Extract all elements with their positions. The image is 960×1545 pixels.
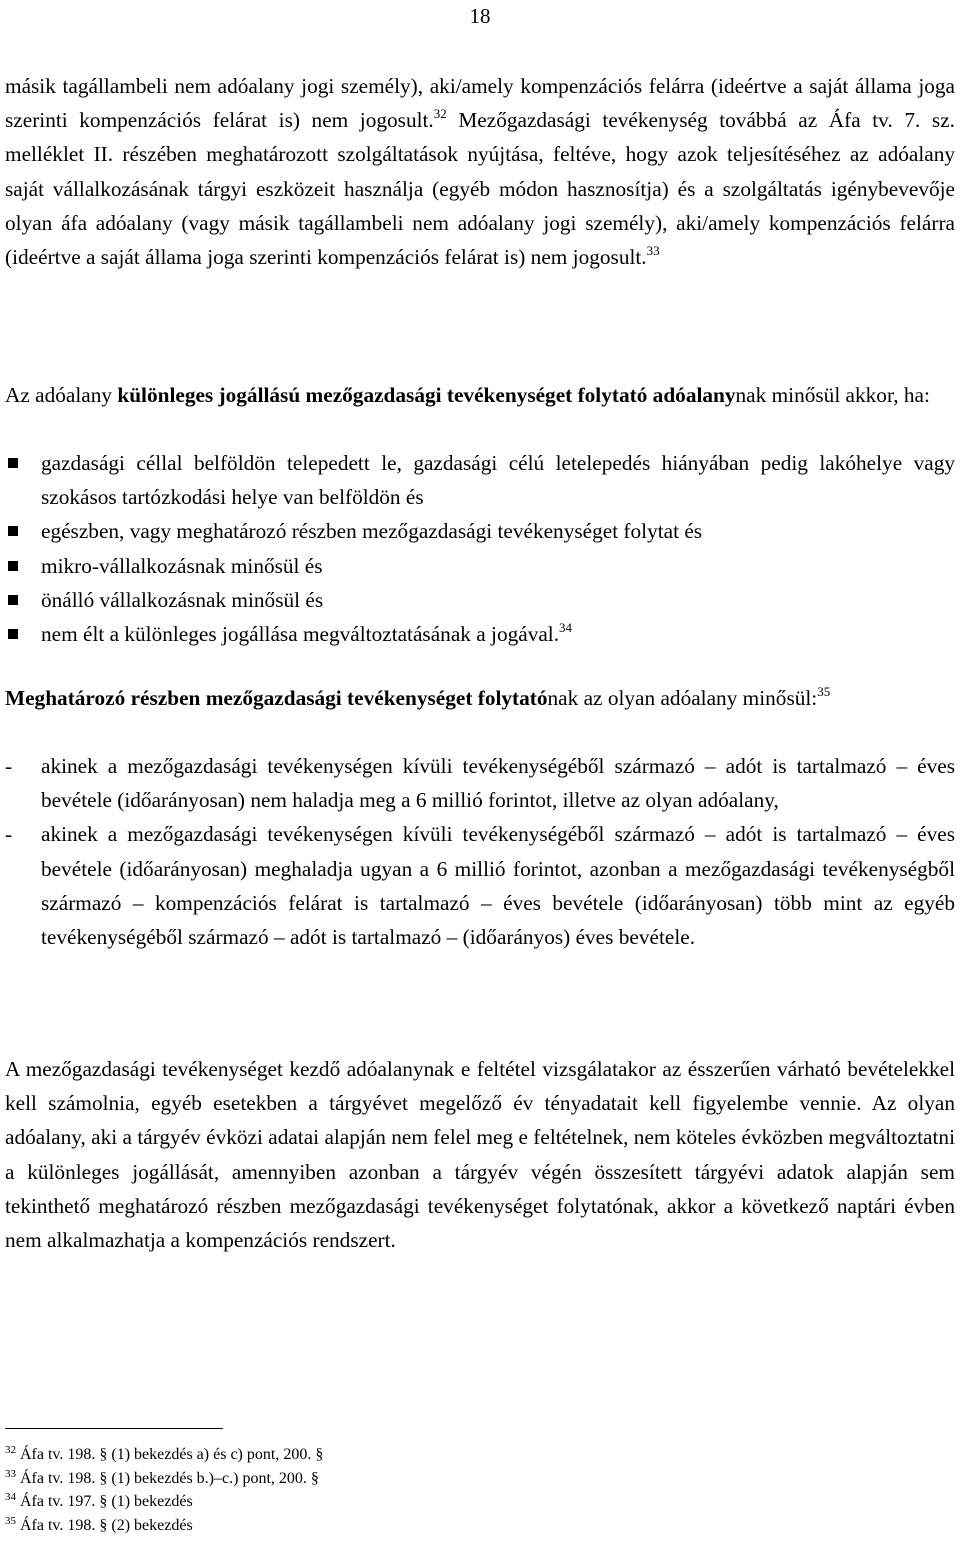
square-bullet-icon xyxy=(8,458,18,468)
list-item-text: nem élt a különleges jogállása megváltoztatásának a jogával. xyxy=(41,622,560,647)
footnote-ref[interactable]: 32 xyxy=(433,106,447,122)
footnote xyxy=(5,1443,705,1467)
bold-term: Meghatározó részben mezőgazdasági tevékenységet folytató xyxy=(5,686,548,710)
criteria-dash-list xyxy=(5,749,955,954)
footnote-text: Áfa tv. 198. § (2) bekezdés xyxy=(20,1516,193,1534)
dash-list-item xyxy=(5,749,955,817)
paragraph-text: nak minősül akkor, ha: xyxy=(735,383,930,407)
page-number: 18 xyxy=(469,4,491,28)
footnote-ref[interactable]: 35 xyxy=(817,684,831,699)
list-item xyxy=(5,446,955,514)
square-bullet-icon xyxy=(8,629,18,639)
list-item xyxy=(5,583,955,617)
paragraph-text: nak az olyan adóalany minősül: xyxy=(547,686,818,710)
paragraph-text: másik tagállambeli nem adóalany jogi személy), aki/amely kompenzációs felárra (ideértve a saját állama joga szerinti kompenzációs felárat is) nem jogosult. xyxy=(5,74,955,133)
dash-marker: - xyxy=(5,754,13,778)
dash-marker: - xyxy=(5,822,13,847)
list-item xyxy=(5,549,955,583)
footnote-number: 34 xyxy=(5,1491,16,1503)
paragraph-text: Az adóalany xyxy=(5,383,118,407)
list-item xyxy=(5,617,955,651)
paragraph-agricultural-services xyxy=(5,69,955,274)
list-item-text: mikro-vállalkozásnak minősül és xyxy=(41,553,323,578)
dash-list-text: akinek a mezőgazdasági tevékenységen kívüli tevékenységéből származó – adót is tartalmazó – éves bevétele (időarányosan) meghaladja ugyan a 6 millió forintot, azonban a mezőgazdasági tevékenységből származó – kompenzációs felárat is tartalmazó – éves bevétele (időarányosan) több mint az egyéb tevékenységéből származó – adót is tartalmazó – (időarányos) éves bevétele. xyxy=(41,822,955,950)
dash-list-item xyxy=(5,817,955,954)
footnotes xyxy=(5,1443,705,1537)
square-bullet-icon xyxy=(8,561,18,571)
footnote-separator xyxy=(5,1428,223,1429)
footnote-text: Áfa tv. 198. § (1) bekezdés a) és c) pont, 200. § xyxy=(20,1446,324,1463)
footnote xyxy=(5,1490,705,1514)
paragraph-text: Mezőgazdasági tevékenység továbbá az Áfa tv. 7. sz. melléklet II. részében meghatározott szolgáltatások nyújtása, feltéve, hogy azok teljesítéséhez az adóalany saját vállalkozásának tárgyi eszközeit használja (egyéb módon hasznosítja) és a szolgáltatás igénybevevője olyan áfa adóalany (vagy másik tagállambeli nem adóalany jogi személy), aki/amely kompenzációs felárra (ideértve a saját állama joga szerinti kompenzációs felárat is) nem jogosult. xyxy=(5,108,955,270)
paragraph-starting-taxpayer: A mezőgazdasági tevékenységet kezdő adóalanynak e feltétel vizsgálatakor az ésszerűen várható bevételekkel kell számolnia, egyéb esetekben a tárgyévet megelőző év tényadatait kell figyelembe vennie. Az olyan adóalany, aki a tárgyév évközi adatai alapján nem felel meg e feltételnek, nem köteles évközben megváltoztatni a különleges jogállását, amennyiben azonban a tárgyév végén összesített tárgyévi adatok alapján sem tekinthető meghatározó részben mezőgazdasági tevékenységet folytatónak, akkor a következő naptári évben nem alkalmazhatja a kompenzációs rendszert. xyxy=(5,1057,955,1253)
footnote-ref[interactable]: 33 xyxy=(646,243,660,259)
footnote-number: 35 xyxy=(5,1514,16,1527)
dash-list-text: akinek a mezőgazdasági tevékenységen kívüli tevékenységéből származó – adót is tartalmazó – éves bevétele (időarányosan) nem haladja meg a 6 millió forintot, illetve az olyan adóalany, xyxy=(41,754,955,813)
footnote-number: 32 xyxy=(5,1444,16,1456)
footnote xyxy=(5,1467,705,1491)
bold-term: különleges jogállású mezőgazdasági tevékenységet folytató adóalany xyxy=(117,383,736,407)
square-bullet-icon xyxy=(8,526,18,536)
list-item xyxy=(5,514,955,548)
list-item-text: önálló vállalkozásnak minősül és xyxy=(41,587,324,612)
conditions-list xyxy=(5,446,955,651)
footnote-text: Áfa tv. 198. § (1) bekezdés b.)–c.) pont, 200. § xyxy=(20,1469,319,1487)
list-item-text: egészben, vagy meghatározó részben mezőgazdasági tevékenységet folytat és xyxy=(41,519,703,544)
paragraph-predominant-definition xyxy=(5,681,955,715)
square-bullet-icon xyxy=(8,595,18,605)
footnote xyxy=(5,1514,705,1538)
footnote-text: Áfa tv. 197. § (1) bekezdés xyxy=(20,1493,193,1510)
paragraph-special-status-definition xyxy=(5,378,955,412)
list-item-text: gazdasági céllal belföldön telepedett le, gazdasági célú letelepedés hiányában pedig lakóhelye vagy szokásos tartózkodási helye van belföldön és xyxy=(41,451,955,510)
footnote-number: 33 xyxy=(5,1467,16,1480)
footnote-ref[interactable]: 34 xyxy=(559,620,573,636)
